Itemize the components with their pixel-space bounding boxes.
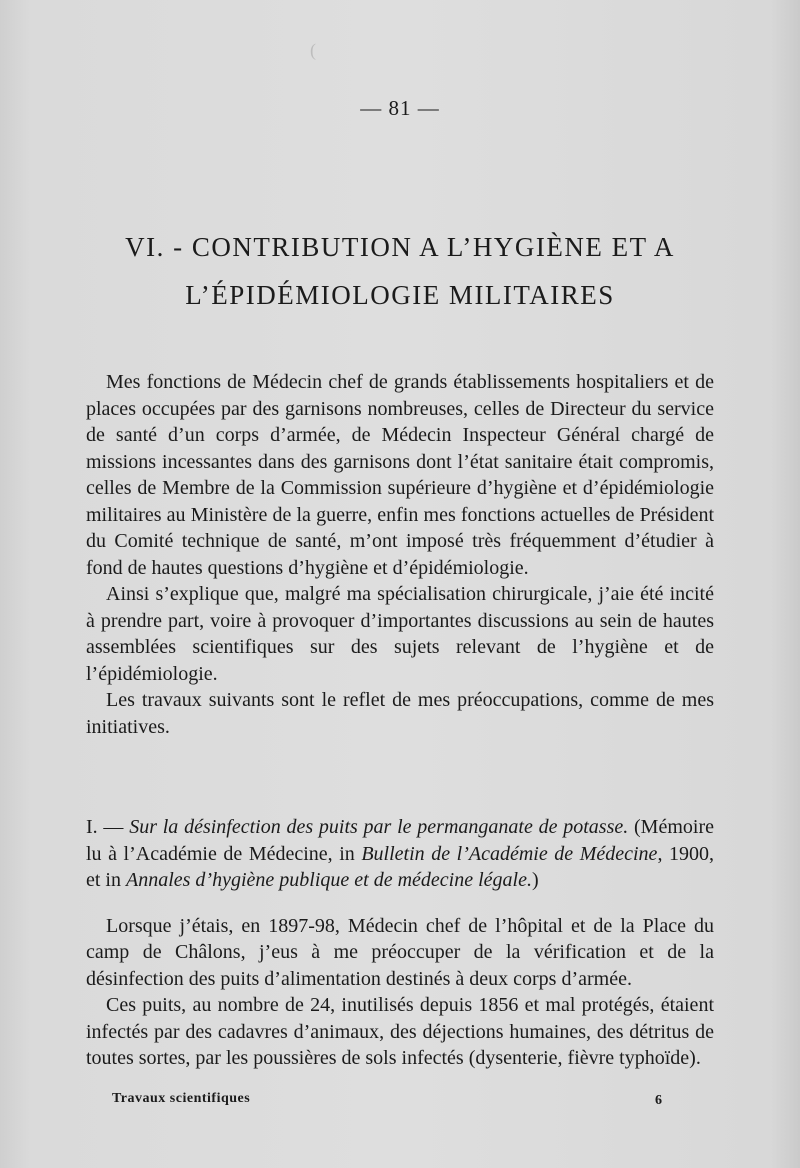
work-number: I. — bbox=[86, 816, 130, 838]
journal-name: Bulletin de l’Académie de Médecine bbox=[361, 842, 658, 865]
footer-signature-number: 6 bbox=[655, 1093, 662, 1108]
page-number: — 81 — bbox=[360, 96, 440, 120]
footer-signature-label: Travaux scientifiques bbox=[112, 1091, 251, 1106]
intro-paragraph: Mes fonctions de Médecin chef de grands établissements hospitaliers et de places occupées par des garnisons nombreuses, celles de Directeur du service de santé d’un corps d’armée, de Médecin Inspecteur Général chargé de missions incessantes dans des garnisons dont l’état sanitaire était compromis, celles de Membre de la Commission supérieure d’hygiène et d’épidémiologie militaires au Ministère de la guerre, enfin mes fonctions actuelles de Président du Comité technique de santé, m’ont imposé très fréquemment d’étudier à fond de hautes questions d’hygiène et d’épidémiologie. bbox=[86, 371, 714, 579]
show-through-mark: ( bbox=[310, 40, 316, 60]
work-entry-1 bbox=[86, 814, 714, 1072]
intro-section bbox=[86, 369, 714, 740]
publication-text: ) bbox=[531, 869, 539, 891]
intro-paragraph: Les travaux suivants sont le reflet de mes préoccupations, comme de mes initiatives. bbox=[86, 689, 714, 738]
work-paragraph: Lorsque j’étais, en 1897-98, Médecin chef de l’hôpital et de la Place du camp de Châlons, j’eus à me préoccuper de la vérification et de la désinfection des puits d’alimentation destinés à deux corps d’armée. bbox=[86, 914, 714, 990]
work-paragraph: Ces puits, au nombre de 24, inutilisés depuis 1856 et mal protégés, étaient infectés par des cadavres d’animaux, des déjections humaines, des détritus de toutes sortes, par les poussières de sols infectés (dysenterie, fièvre typhoïde). bbox=[86, 994, 714, 1069]
chapter-title-line-2: L’ÉPIDÉMIOLOGIE MILITAIRES bbox=[185, 280, 615, 310]
journal-name: Annales d’hygiène publique et de médecine légale. bbox=[126, 869, 532, 891]
publication-text: , 1900, et in bbox=[86, 842, 714, 891]
chapter-title-line-1: VI. - CONTRIBUTION A L’HYGIÈNE ET A bbox=[125, 232, 675, 262]
work-citation bbox=[86, 814, 714, 894]
work-title: Sur la désinfection des puits par le permanganate de potasse. bbox=[129, 816, 629, 838]
intro-paragraph: Ainsi s’explique que, malgré ma spécialisation chirurgicale, j’aie été incité à prendre part, voire à provoquer d’importantes discussions au sein de hautes assemblées scientifiques sur des sujets relevant de l’hygiène et de l’épidémiologie. bbox=[86, 583, 714, 685]
publication-text: (Mémoire lu à l’Académie de Médecine, in bbox=[86, 816, 714, 865]
